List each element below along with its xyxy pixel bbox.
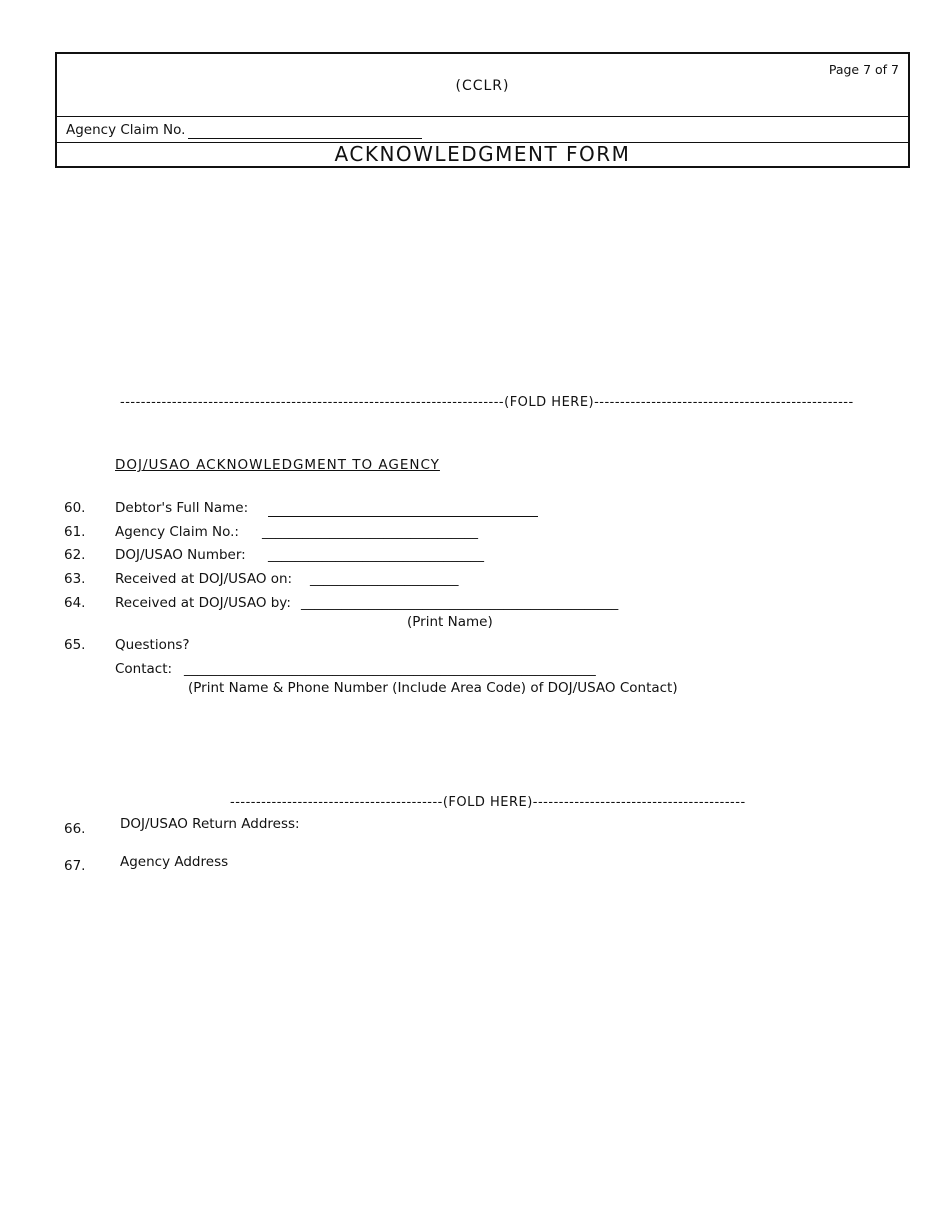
questions-label: Questions?	[115, 637, 190, 653]
header-divider	[57, 116, 908, 117]
item-number: 65.	[64, 637, 86, 653]
agency-claim-label: Agency Claim No.	[66, 122, 186, 138]
fold-line-top: --------------------------------------------------------------------------(FOLD HERE)--------------------------------------------------	[120, 395, 854, 410]
fold-line-bottom: -----------------------------------------(FOLD HERE)-----------------------------------------	[230, 795, 746, 810]
form-header-box	[55, 52, 910, 168]
return-address-label: DOJ/USAO Return Address:	[120, 816, 300, 832]
debtor-name-label: Debtor's Full Name:	[115, 500, 249, 516]
agency-claim-no-field[interactable]: ________________________________	[262, 524, 478, 540]
section-title: DOJ/USAO ACKNOWLEDGMENT TO AGENCY	[115, 457, 440, 473]
doj-usao-number-label: DOJ/USAO Number:	[115, 547, 246, 563]
received-on-label: Received at DOJ/USAO on:	[115, 571, 293, 587]
page-number: Page 7 of 7	[828, 62, 899, 77]
agency-claim-no-label: Agency Claim No.:	[115, 524, 239, 540]
item-number: 64.	[64, 595, 86, 611]
item-number: 60.	[64, 500, 86, 516]
item-number: 67.	[64, 858, 86, 874]
item-number: 62.	[64, 547, 86, 563]
contact-label: Contact:	[115, 661, 173, 677]
print-name-caption: (Print Name)	[407, 614, 493, 630]
received-on-field[interactable]: ______________________	[310, 571, 459, 587]
form-code: (CCLR)	[455, 78, 510, 94]
form-title: ACKNOWLEDGMENT FORM	[334, 142, 631, 166]
debtor-name-field[interactable]	[268, 516, 538, 517]
contact-caption: (Print Name & Phone Number (Include Area Code) of DOJ/USAO Contact)	[188, 680, 678, 696]
item-number: 63.	[64, 571, 86, 587]
received-by-field[interactable]: _______________________________________________	[301, 595, 619, 611]
item-number: 61.	[64, 524, 86, 540]
agency-claim-field[interactable]	[188, 138, 422, 139]
agency-address-label: Agency Address	[120, 854, 229, 870]
doj-usao-number-field[interactable]: ________________________________	[268, 547, 484, 563]
received-by-label: Received at DOJ/USAO by:	[115, 595, 291, 611]
contact-field[interactable]: _____________________________________________________________	[184, 661, 596, 677]
item-number: 66.	[64, 821, 86, 837]
